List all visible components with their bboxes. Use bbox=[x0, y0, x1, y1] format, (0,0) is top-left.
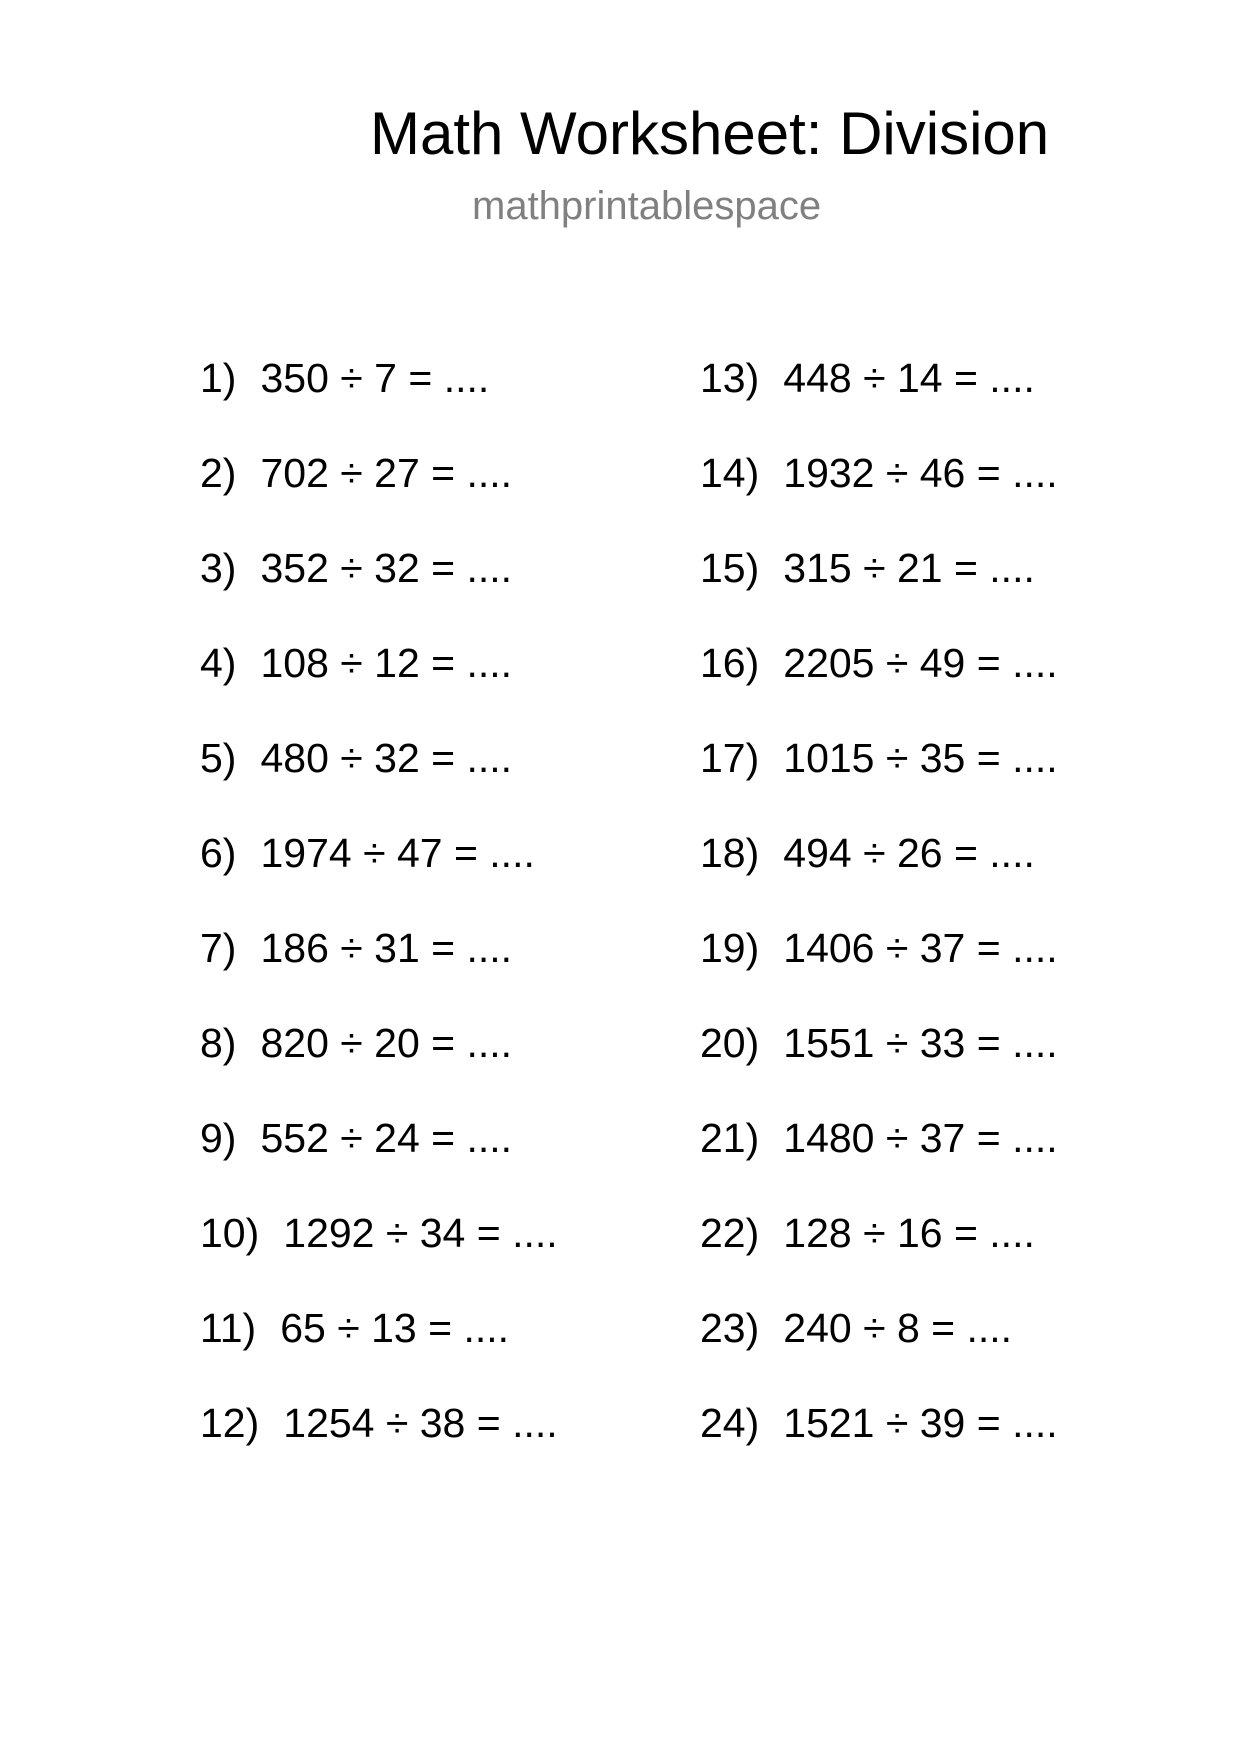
problem-item bbox=[700, 823, 1140, 918]
problem-number: 1) bbox=[200, 355, 237, 401]
problem-number: 6) bbox=[200, 830, 237, 876]
problem-number: 24) bbox=[700, 1400, 760, 1446]
problem-expression: 1551 ÷ 33 = .... bbox=[783, 1020, 1058, 1066]
problem-number: 16) bbox=[700, 640, 760, 686]
problem-number: 8) bbox=[200, 1020, 237, 1066]
problem-number: 20) bbox=[700, 1020, 760, 1066]
problem-expression: 1292 ÷ 34 = .... bbox=[283, 1210, 558, 1256]
problem-number: 3) bbox=[200, 545, 237, 591]
problem-number: 22) bbox=[700, 1210, 760, 1256]
problem-expression: 1015 ÷ 35 = .... bbox=[783, 735, 1058, 781]
problem-item bbox=[700, 1203, 1140, 1298]
worksheet-title: Math Worksheet: Division bbox=[370, 100, 1050, 167]
problem-item bbox=[200, 1203, 680, 1298]
problem-number: 15) bbox=[700, 545, 760, 591]
problem-item bbox=[700, 1393, 1140, 1488]
problem-item bbox=[200, 728, 680, 823]
problem-number: 7) bbox=[200, 925, 237, 971]
problem-expression: 448 ÷ 14 = .... bbox=[783, 355, 1035, 401]
problem-item bbox=[200, 823, 680, 918]
problem-expression: 1974 ÷ 47 = .... bbox=[260, 830, 535, 876]
problem-number: 9) bbox=[200, 1115, 237, 1161]
problem-number: 12) bbox=[200, 1400, 260, 1446]
problem-item bbox=[200, 918, 680, 1013]
problem-expression: 65 ÷ 13 = .... bbox=[280, 1305, 510, 1351]
worksheet-source: mathprintablespace bbox=[472, 184, 822, 228]
problem-expression: 1480 ÷ 37 = .... bbox=[783, 1115, 1058, 1161]
problem-item bbox=[200, 348, 680, 443]
problem-item bbox=[200, 1013, 680, 1108]
problem-item bbox=[200, 1298, 680, 1393]
problem-expression: 315 ÷ 21 = .... bbox=[783, 545, 1035, 591]
problem-expression: 128 ÷ 16 = .... bbox=[783, 1210, 1035, 1256]
problem-number: 17) bbox=[700, 735, 760, 781]
problem-number: 18) bbox=[700, 830, 760, 876]
problem-expression: 1932 ÷ 46 = .... bbox=[783, 450, 1058, 496]
problem-number: 5) bbox=[200, 735, 237, 781]
problem-expression: 350 ÷ 7 = .... bbox=[260, 355, 490, 401]
problem-number: 11) bbox=[200, 1305, 257, 1351]
problem-column-left bbox=[200, 348, 680, 1488]
problem-expression: 552 ÷ 24 = .... bbox=[260, 1115, 513, 1161]
problem-item bbox=[200, 443, 680, 538]
problem-item bbox=[200, 633, 680, 728]
problem-item bbox=[700, 1298, 1140, 1393]
problem-item bbox=[700, 1013, 1140, 1108]
problem-item bbox=[200, 1393, 680, 1488]
problem-item bbox=[700, 633, 1140, 728]
problem-number: 21) bbox=[700, 1115, 760, 1161]
problem-number: 13) bbox=[700, 355, 760, 401]
problem-item bbox=[200, 538, 680, 633]
problem-item bbox=[700, 348, 1140, 443]
problem-item bbox=[200, 1108, 680, 1203]
problem-expression: 2205 ÷ 49 = .... bbox=[783, 640, 1058, 686]
problem-expression: 108 ÷ 12 = .... bbox=[260, 640, 513, 686]
problem-item bbox=[700, 918, 1140, 1013]
problem-expression: 820 ÷ 20 = .... bbox=[260, 1020, 513, 1066]
problem-number: 2) bbox=[200, 450, 237, 496]
problem-expression: 240 ÷ 8 = .... bbox=[783, 1305, 1013, 1351]
problem-expression: 1521 ÷ 39 = .... bbox=[783, 1400, 1058, 1446]
problem-expression: 702 ÷ 27 = .... bbox=[260, 450, 513, 496]
problem-number: 19) bbox=[700, 925, 760, 971]
problem-expression: 352 ÷ 32 = .... bbox=[260, 545, 513, 591]
problem-number: 4) bbox=[200, 640, 237, 686]
problem-number: 10) bbox=[200, 1210, 260, 1256]
problem-item bbox=[700, 538, 1140, 633]
problem-expression: 494 ÷ 26 = .... bbox=[783, 830, 1035, 876]
problem-number: 14) bbox=[700, 450, 760, 496]
problem-expression: 480 ÷ 32 = .... bbox=[260, 735, 513, 781]
problem-item bbox=[700, 443, 1140, 538]
problem-expression: 1406 ÷ 37 = .... bbox=[783, 925, 1058, 971]
problem-item bbox=[700, 1108, 1140, 1203]
problem-expression: 1254 ÷ 38 = .... bbox=[283, 1400, 558, 1446]
problem-expression: 186 ÷ 31 = .... bbox=[260, 925, 513, 971]
problem-number: 23) bbox=[700, 1305, 760, 1351]
problem-item bbox=[700, 728, 1140, 823]
problem-column-right bbox=[700, 348, 1140, 1488]
